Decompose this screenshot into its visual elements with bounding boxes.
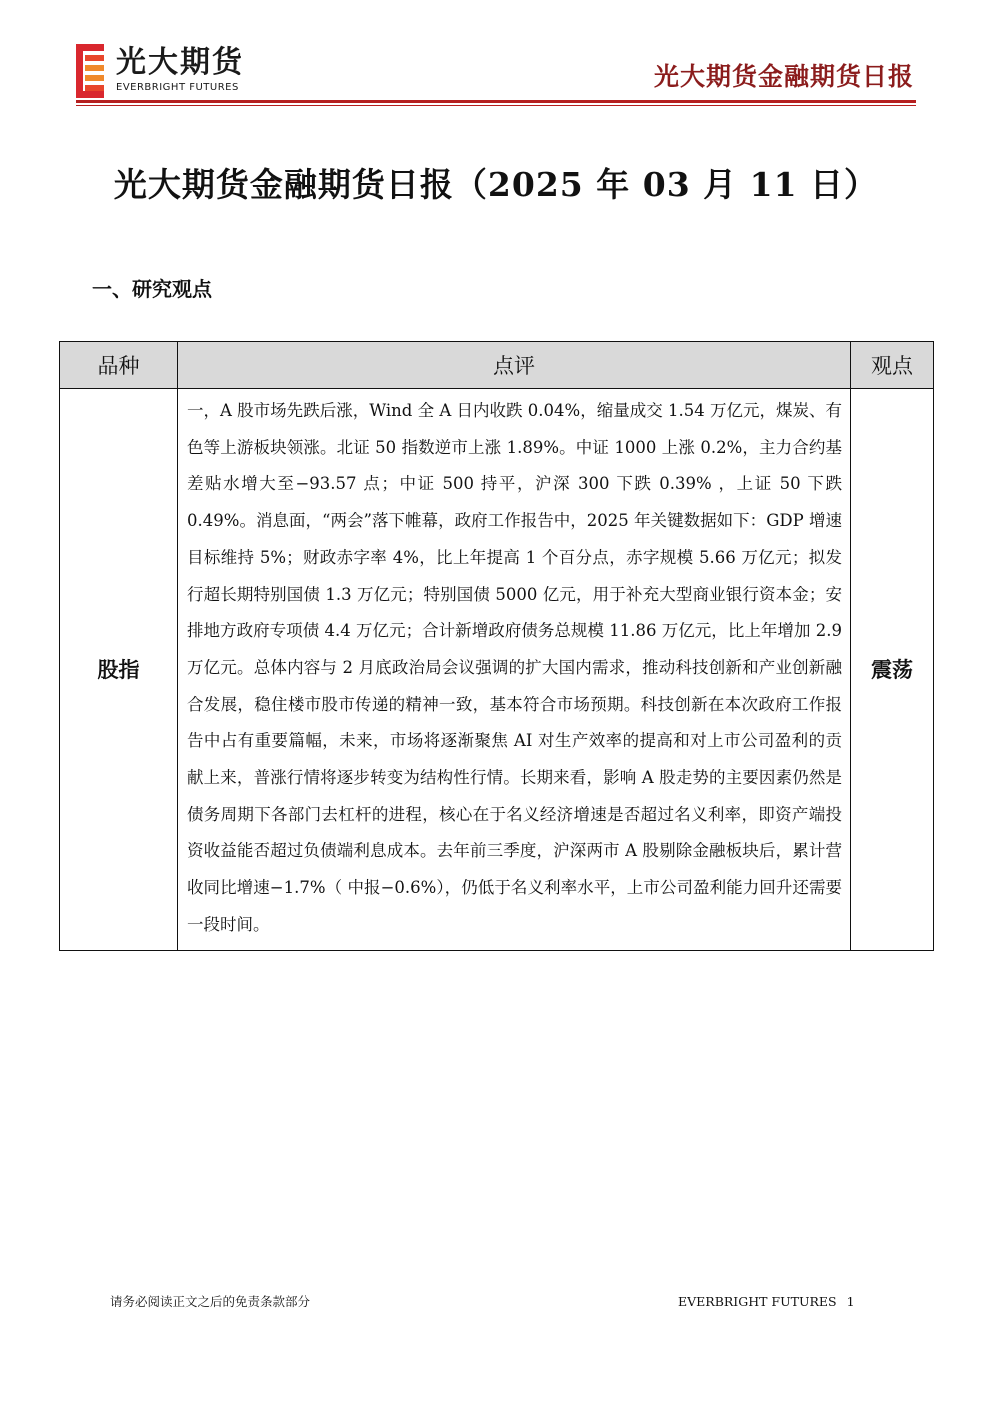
footer-disclaimer: 请务必阅读正文之后的免责条款部分 xyxy=(110,1294,311,1309)
view-cell: 震荡 xyxy=(851,389,934,951)
page-number: 1 xyxy=(846,1294,855,1309)
table-header-row xyxy=(60,342,934,389)
header-rule-thin xyxy=(76,105,916,106)
header-report-name: 光大期货金融期货日报 xyxy=(653,62,914,91)
logo-chinese-name: 光大期货 xyxy=(116,45,244,80)
research-view-table xyxy=(59,341,934,951)
variety-cell: 股指 xyxy=(60,389,178,951)
section-heading: 一、研究观点 xyxy=(92,277,212,301)
header-rule-thick xyxy=(76,100,916,103)
column-header-variety: 品种 xyxy=(60,342,178,389)
logo-english-name: EVERBRIGHT FUTURES xyxy=(116,82,239,93)
column-header-comment: 点评 xyxy=(178,342,851,389)
company-logo xyxy=(76,40,286,98)
table-row xyxy=(60,389,934,951)
everbright-logo-icon xyxy=(76,44,106,98)
page-title: 光大期货金融期货日报（2025 年 03 月 11 日） xyxy=(113,165,879,204)
footer-company-page xyxy=(678,1294,855,1310)
column-header-view: 观点 xyxy=(851,342,934,389)
footer-company: EVERBRIGHT FUTURES xyxy=(678,1294,837,1309)
comment-cell: 一，A 股市场先跌后涨，Wind 全 A 日内收跌 0.04%，缩量成交 1.54 万亿元，煤炭、有色等上游板块领涨。北证 50 指数逆市上涨 1.89%。中证 1000 上涨 0.2%，主力合约基差贴水增大至−93.57 点；中证 500 持平，沪深 300 下跌 0.39% ，上证 50 下跌 0.49%。消息面，“两会”落下帷幕，政府工作报告中，2025 年关键数据如下：GDP 增速目标维持 5%；财政赤字率 4%，比上年提高 1 个百分点，赤字规模 5.66 万亿元；拟发行超长期特别国债 1.3 万亿元；特别国债 5000 亿元，用于补充大型商业银行资本金；安排地方政府专项债 4.4 万亿元；合计新增政府债务总规模 11.86 万亿元，比上年增加 2.9 万亿元。总体内容与 2 月底政治局会议强调的扩大国内需求，推动科技创新和产业创新融合发展，稳住楼市股市传递的精神一致，基本符合市场预期。科技创新在本次政府工作报告中占有重要篇幅，未来，市场将逐渐聚焦 AI 对生产效率的提高和对上市公司盈利的贡献上来，普涨行情将逐步转变为结构性行情。长期来看，影响 A 股走势的主要因素仍然是债务周期下各部门去杠杆的进程，核心在于名义经济增速是否超过名义利率，即资产端投资收益能否超过负债端利息成本。去年前三季度，沪深两市 A 股剔除金融板块后，累计营收同比增速−1.7%（ 中报−0.6%），仍低于名义利率水平，上市公司盈利能力回升还需要一段时间。 xyxy=(178,389,851,951)
